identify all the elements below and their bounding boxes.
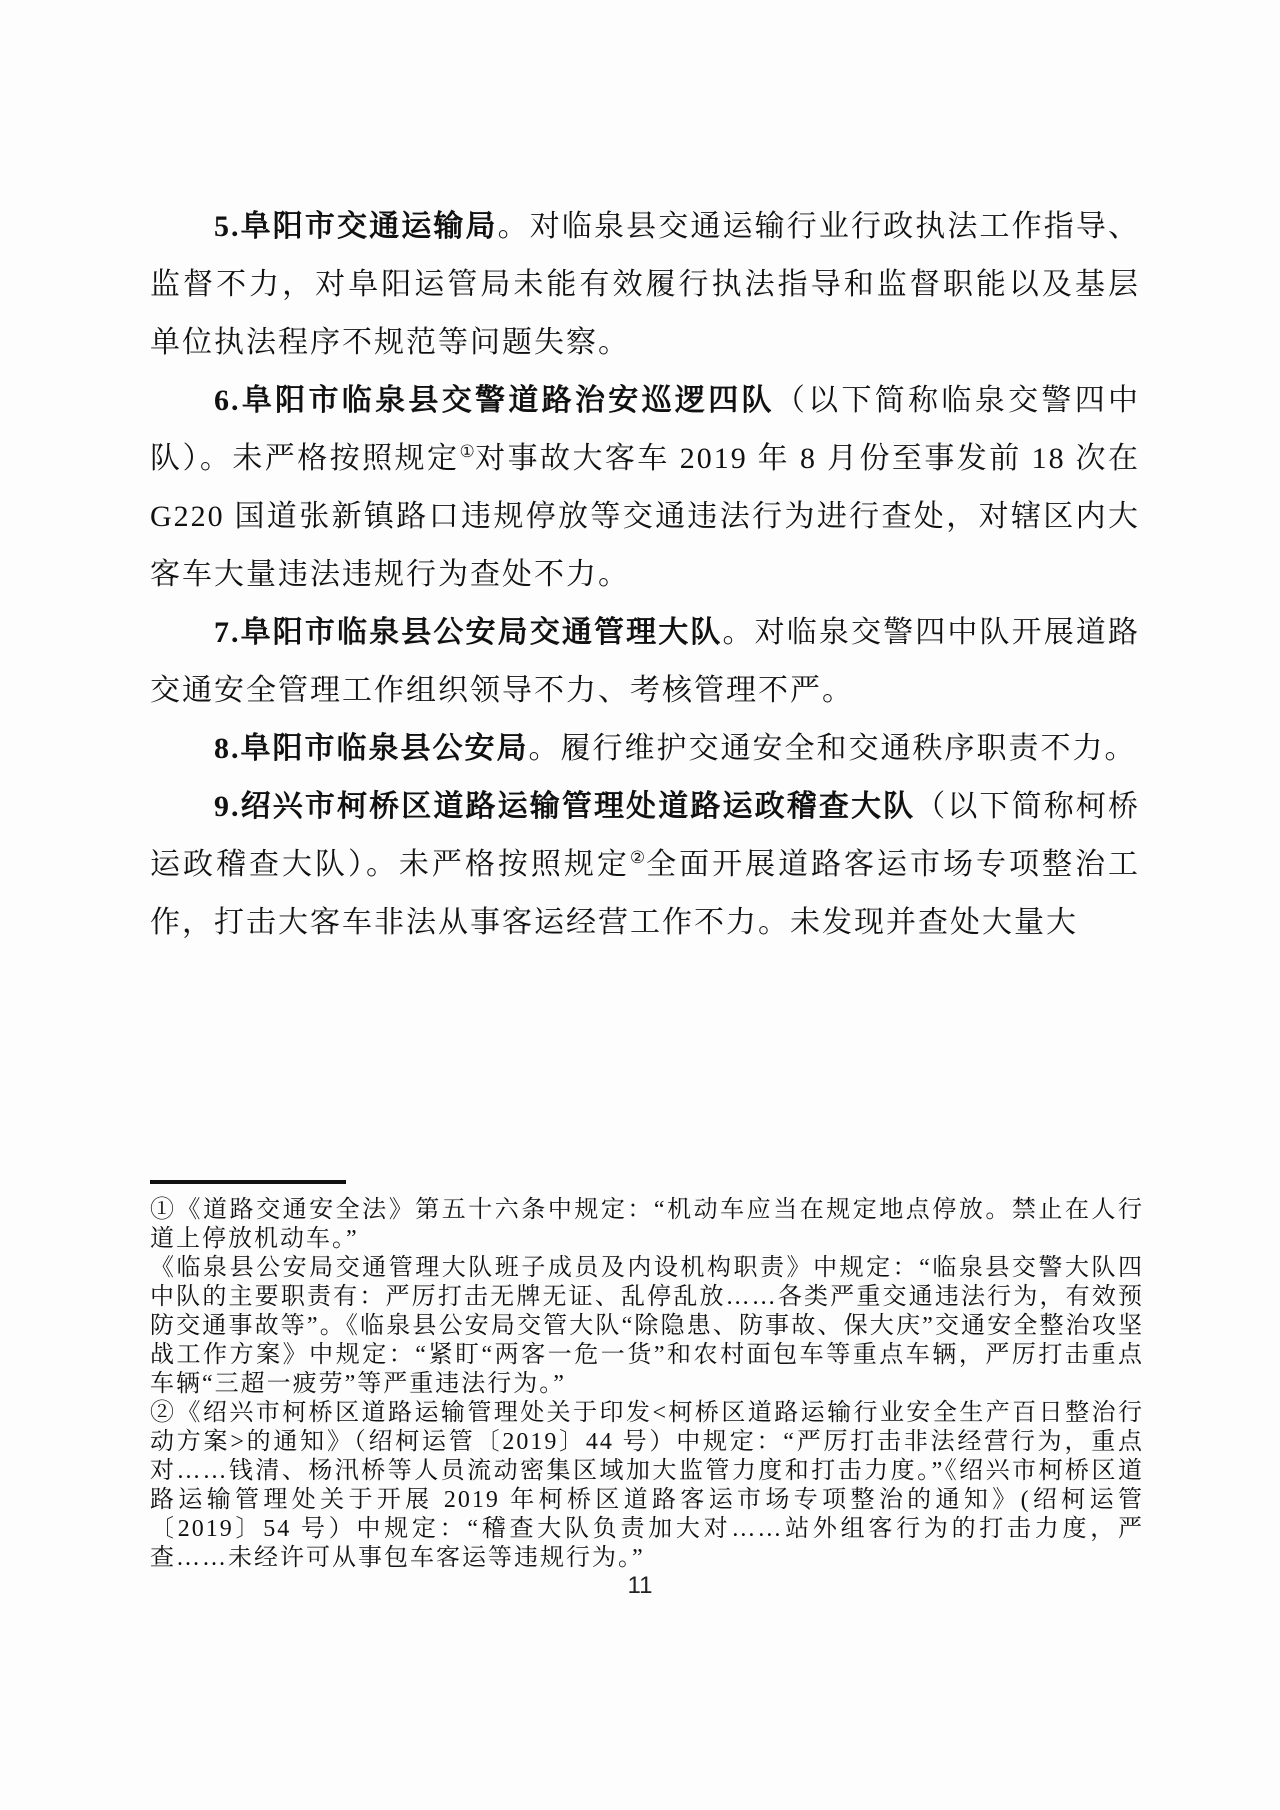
- paragraph: [150, 778, 1140, 952]
- footnote: ②《绍兴市柯桥区道路运输管理处关于印发<柯桥区道路运输行业安全生产百日整治行动方案>的通知》（绍柯运管〔2019〕44 号）中规定：“严厉打击非法经营行为，重点对……钱清、杨汛桥等人员流动密集区域加大监管力度和打击力度。”《绍兴市柯桥区道路运输管理处关于开展 2019 年柯桥区道路客运市场专项整治的通知》(绍柯运管〔2019〕54 号）中规定：“稽查大队负责加大对……站外组客行为的打击力度，严查……未经许可从事包车客运等违规行为。”: [150, 1400, 1144, 1571]
- text-run: （以下简称柯桥运政稽查大队）。未严格按照规定: [150, 790, 1140, 881]
- text-run: 对事故大客车 2019 年 8 月份至事发前 18 次在 G220 国道张新镇路口违规停放等交通违法行为进行查处，对辖区内大客车大量违法违规行为查处不力。: [150, 442, 1140, 591]
- main-text: [150, 198, 1140, 952]
- page-number: 11: [627, 1572, 653, 1599]
- item-heading: 5.阜阳市交通运输局: [214, 210, 498, 243]
- text-run: （以下简称临泉交警四中队）。未严格按照规定: [150, 384, 1141, 475]
- footnote-ref: ①: [459, 442, 476, 461]
- item-heading: 9.绍兴市柯桥区道路运输管理处道路运政稽查大队: [214, 790, 916, 823]
- footnote: 《临泉县公安局交通管理大队班子成员及内设机构职责》中规定：“临泉县交警大队四中队的主要职责有：严厉打击无牌无证、乱停乱放……各类严重交通违法行为，有效预防交通事故等”。《临泉县公安局交管大队“除隐患、防事故、保大庆”交通安全整治攻坚战工作方案》中规定：“紧盯“两客一危一货”和农村面包车等重点车辆，严厉打击重点车辆“三超一疲劳”等严重违法行为。”: [150, 1255, 1144, 1397]
- footnotes-section: [150, 1196, 1144, 1573]
- text-run: 。对临泉县交通运输行业行政执法工作指导、监督不力，对阜阳运管局未能有效履行执法指导和监督职能以及基层单位执法程序不规范等问题失察。: [150, 210, 1140, 359]
- text-run: 。对临泉交警四中队开展道路交通安全管理工作组织领导不力、考核管理不严。: [150, 616, 1140, 707]
- text-run: 。履行维护交通安全和交通秩序职责不力。: [528, 732, 1137, 765]
- footnote-separator: [150, 1180, 346, 1184]
- item-heading: 6.阜阳市临泉县交警道路治安巡逻四队: [214, 384, 775, 417]
- paragraph: [150, 720, 1140, 778]
- item-heading: 8.阜阳市临泉县公安局: [214, 732, 529, 765]
- text-run: 全面开展道路客运市场专项整治工作，打击大客车非法从事客运经营工作不力。未发现并查处大量大: [150, 848, 1140, 939]
- paragraph: [150, 604, 1140, 720]
- footnote: ①《道路交通安全法》第五十六条中规定：“机动车应当在规定地点停放。禁止在人行道上停放机动车。”: [150, 1197, 1144, 1252]
- item-heading: 7.阜阳市临泉县公安局交通管理大队: [214, 616, 723, 649]
- paragraph: [150, 372, 1140, 604]
- footnote-ref: ②: [629, 848, 647, 867]
- paragraph: [150, 198, 1140, 372]
